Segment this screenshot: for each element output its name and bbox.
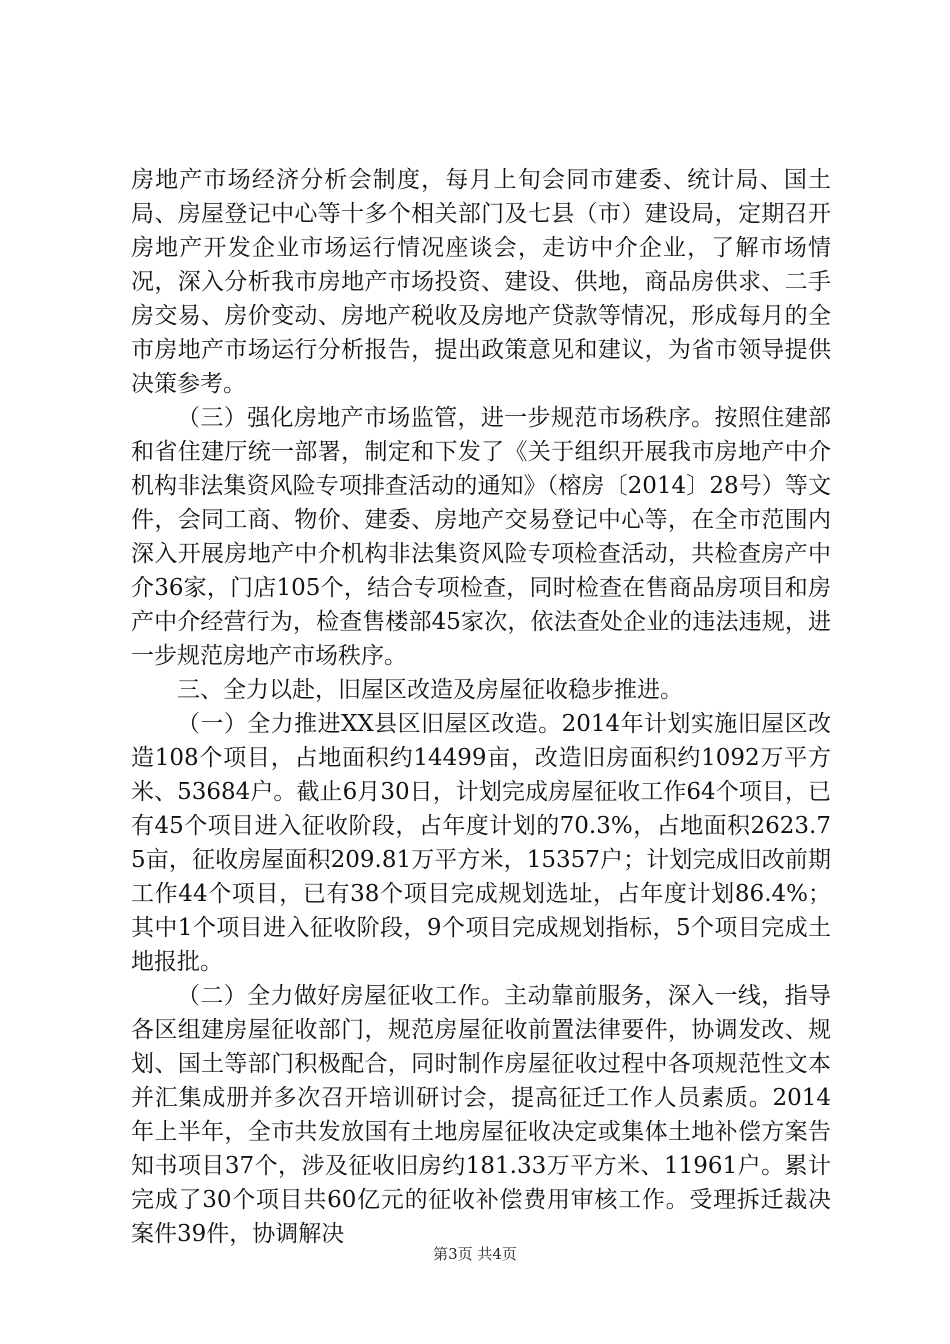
section-heading-renovation: 三、全力以赴，旧屋区改造及房屋征收稳步推进。 xyxy=(177,677,683,703)
document-body xyxy=(131,163,831,1251)
paragraph-old-district-renovation: （一）全力推进XX县区旧屋区改造。2014年计划实施旧屋区改造108个项目，占地面积约14499亩，改造旧房面积约1092万平方米、53684户。截止6月30日，计划完成房屋征收工作64个项目，已有45个项目进入征收阶段，占年度计划的70.3%，占地面积2623.75亩，征收房屋面积209.81万平方米，15357户；计划完成旧改前期工作44个项目，已有38个项目完成规划选址，占年度计划86.4%；其中1个项目进入征收阶段，9个项目完成规划指标，5个项目完成土地报批。 xyxy=(131,711,831,975)
paragraph-housing-expropriation: （二）全力做好房屋征收工作。主动靠前服务，深入一线，指导各区组建房屋征收部门，规范房屋征收前置法律要件，协调发改、规划、国土等部门积极配合，同时制作房屋征收过程中各项规范性文本并汇集成册并多次召开培训研讨会，提高征迁工作人员素质。2014年上半年，全市共发放国有土地房屋征收决定或集体土地补偿方案告知书项目37个，涉及征收旧房约181.33万平方米、11961户。累计完成了30个项目共60亿元的征收补偿费用审核工作。受理拆迁裁决案件39件，协调解决 xyxy=(131,983,831,1247)
page-footer: 第3页 共4页 xyxy=(433,1245,517,1263)
paragraph-market-supervision: （三）强化房地产市场监管，进一步规范市场秩序。按照住建部和省住建厅统一部署，制定和下发了《关于组织开展我市房地产中介机构非法集资风险专项排查活动的通知》（榕房〔2014〕28号）等文件，会同工商、物价、建委、房地产交易登记中心等，在全市范围内深入开展房地产中介机构非法集资风险专项检查活动，共检查房产中介36家，门店105个，结合专项检查，同时检查在售商品房项目和房产中介经营行为，检查售楼部45家次，依法查处企业的违法违规，进一步规范房地产市场秩序。 xyxy=(131,405,831,669)
paragraph-market-analysis: 房地产市场经济分析会制度，每月上旬会同市建委、统计局、国土局、房屋登记中心等十多个相关部门及七县（市）建设局，定期召开房地产开发企业市场运行情况座谈会，走访中介企业，了解市场情况，深入分析我市房地产市场投资、建设、供地，商品房供求、二手房交易、房价变动、房地产税收及房地产贷款等情况，形成每月的全市房地产市场运行分析报告，提出政策意见和建议，为省市领导提供决策参考。 xyxy=(131,167,831,397)
